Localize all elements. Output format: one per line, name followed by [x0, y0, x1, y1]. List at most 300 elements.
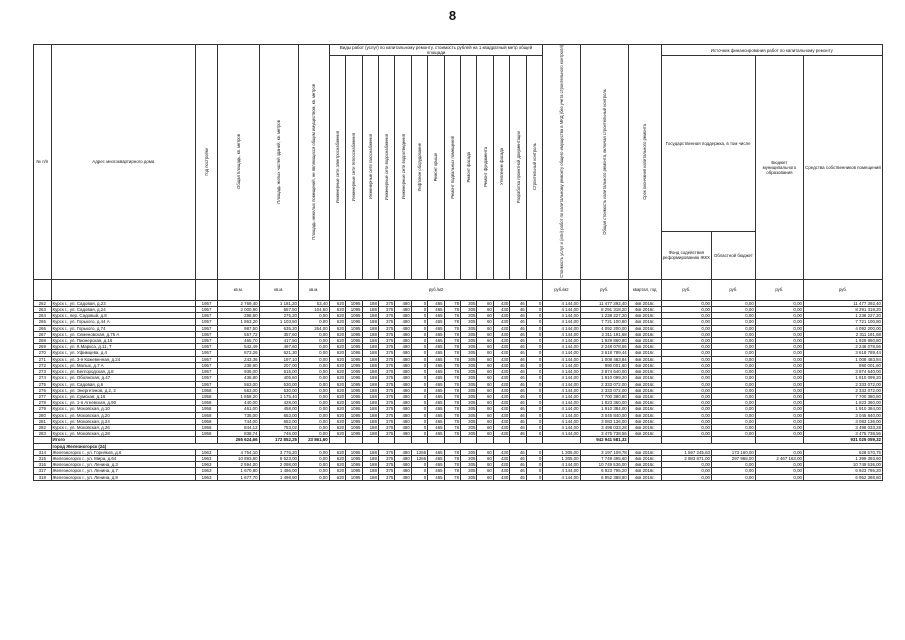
table-cell: 1957	[196, 338, 218, 344]
table-cell: 4кв 2016г.	[628, 431, 661, 437]
table-cell: 653,00	[259, 412, 298, 418]
table-cell: 60	[477, 449, 493, 455]
register-body-kursk	[34, 300, 883, 436]
table-cell: 465	[428, 424, 444, 430]
table-cell: 375	[378, 331, 394, 337]
table-cell: 0	[526, 412, 543, 418]
table-cell: 753,02	[259, 424, 298, 430]
table-cell: 46	[510, 338, 526, 344]
table-cell: 3 475 738,56	[803, 431, 882, 437]
table-cell: 375	[378, 406, 394, 412]
table-cell: 375	[378, 400, 394, 406]
table-cell: 430	[493, 412, 509, 418]
table-cell: 375	[378, 300, 394, 306]
table-cell: 0	[411, 350, 427, 356]
table-cell: 3 874 640,00	[580, 369, 628, 375]
table-cell: 1957	[196, 369, 218, 375]
table-cell: Курск г., ул. Уфимцева, д.4	[51, 350, 196, 356]
table-cell: 188	[362, 424, 378, 430]
table-cell: 0	[526, 449, 543, 455]
table-cell: 465	[428, 313, 444, 319]
table-cell: 1958	[196, 387, 218, 393]
table-cell: 78	[444, 431, 460, 437]
table-cell: 46	[510, 319, 526, 325]
table-cell: 188	[362, 313, 378, 319]
table-cell: 465	[428, 325, 444, 331]
table-cell: 620	[329, 331, 345, 337]
table-cell: 1 181,20	[259, 300, 298, 306]
table-cell: 557,50	[259, 307, 298, 313]
table-cell: 1095	[346, 474, 362, 480]
table-cell: 1957	[196, 319, 218, 325]
table-cell: 1095	[346, 356, 362, 362]
table-cell: 4кв 2016г.	[628, 319, 661, 325]
table-cell: 465	[428, 431, 444, 437]
table-cell: 480	[395, 362, 411, 368]
table-cell: 60	[477, 412, 493, 418]
table-cell: 1963	[196, 449, 218, 455]
table-cell: 188	[362, 449, 378, 455]
table-cell: 4кв 2016г.	[628, 418, 661, 424]
table-cell: 2 333 072,00	[580, 387, 628, 393]
table-cell: 0,00	[299, 369, 330, 375]
table-cell: 1095	[346, 300, 362, 306]
table-cell: 4кв 2016г.	[628, 369, 661, 375]
table-cell: 375	[378, 393, 394, 399]
table-cell: 46	[510, 381, 526, 387]
table-cell: 620	[329, 393, 345, 399]
table-cell: 4 144,00	[543, 400, 580, 406]
table-cell: 1 486,00	[259, 468, 298, 474]
table-cell: 305	[461, 381, 477, 387]
table-cell: 1 677,70	[217, 474, 259, 480]
table-cell: 188	[362, 325, 378, 331]
table-cell: 46	[510, 307, 526, 313]
table-cell: 4кв 2016г.	[628, 412, 661, 418]
table-cell: 620	[329, 468, 345, 474]
table-cell: 9 523,00	[259, 455, 298, 461]
table-cell: 4кв 2016г.	[628, 400, 661, 406]
table-cell: 428,00	[259, 400, 298, 406]
table-cell: 1095	[346, 431, 362, 437]
table-cell: 298,80	[217, 313, 259, 319]
table-cell: 3 776,20	[259, 449, 298, 455]
table-cell: 0,00	[299, 406, 330, 412]
table-cell: 271	[34, 356, 52, 362]
table-cell: 0,00	[711, 331, 755, 337]
table-cell: 620	[329, 350, 345, 356]
table-cell: 4кв 2016г.	[628, 325, 661, 331]
table-cell: 1957	[196, 375, 218, 381]
table-cell: 188	[362, 474, 378, 480]
col-work-11: Утепление фасада	[493, 56, 509, 280]
table-cell: 430	[493, 344, 509, 350]
table-cell: 0	[411, 307, 427, 313]
table-cell: 6 952 388,80	[580, 474, 628, 480]
table-cell: 2 333 072,00	[803, 387, 882, 393]
table-cell: 0	[411, 362, 427, 368]
table-cell: 0,00	[661, 468, 711, 474]
table-cell: 0,00	[711, 369, 755, 375]
table-cell: 0	[411, 387, 427, 393]
table-cell: 0,00	[299, 455, 330, 461]
table-cell: 1095	[346, 307, 362, 313]
col-num: № п/п	[34, 45, 52, 280]
table-cell: 3 083 136,00	[580, 418, 628, 424]
table-cell: 1095	[346, 362, 362, 368]
table-cell: 0,00	[661, 474, 711, 480]
table-cell: 0,00	[299, 338, 330, 344]
table-cell: 430	[493, 325, 509, 331]
table-cell: 0,00	[755, 338, 803, 344]
table-cell: 4кв 2016г.	[628, 424, 661, 430]
table-cell: 0	[411, 381, 427, 387]
table-cell: 188	[362, 344, 378, 350]
table-cell: 4кв 2016г.	[628, 455, 661, 461]
table-cell: 275	[34, 381, 52, 387]
table-cell: 0	[526, 400, 543, 406]
table-cell: 3 618 789,44	[803, 350, 882, 356]
table-cell: 188	[362, 300, 378, 306]
table-cell: 0	[411, 338, 427, 344]
table-cell: 0,00	[299, 387, 330, 393]
table-cell: 4 144,00	[543, 474, 580, 480]
table-cell: 46	[510, 362, 526, 368]
table-cell: 0,00	[299, 362, 330, 368]
table-cell: 480	[395, 307, 411, 313]
table-cell: 480	[395, 356, 411, 362]
table-cell: 275,20	[259, 313, 298, 319]
table-cell: 78	[444, 449, 460, 455]
table-cell: 305	[461, 307, 477, 313]
table-cell: 0,00	[755, 393, 803, 399]
col-municipal: Бюджет муниципального образования	[755, 56, 803, 280]
table-cell: Курск г., ул. Пионерская, д.16	[51, 338, 196, 344]
table-cell: 1963	[196, 455, 218, 461]
table-cell: 465	[428, 356, 444, 362]
table-cell: 0,00	[755, 362, 803, 368]
table-cell: 46	[510, 300, 526, 306]
table-cell: 0,00	[661, 325, 711, 331]
table-cell: 4кв 2016г.	[628, 356, 661, 362]
col-unit-cost: Стоимость услуг и (или) работ по капитальному ремонту общего имущества в МКД (без учета строительного контроля)	[543, 45, 580, 280]
table-cell: 542,49	[217, 344, 259, 350]
table-cell: 0,00	[299, 424, 330, 430]
table-cell: 4 144,00	[543, 344, 580, 350]
table-cell: 10 749 536,00	[803, 462, 882, 468]
table-cell: 4 144,00	[543, 424, 580, 430]
table-cell: 4 144,00	[543, 307, 580, 313]
table-cell: 0,00	[755, 424, 803, 430]
table-cell: 188	[362, 375, 378, 381]
table-cell: 4 144,00	[543, 462, 580, 468]
table-cell: 1 929 860,80	[580, 338, 628, 344]
table-cell: 530,00	[259, 387, 298, 393]
table-cell: 4 144,00	[543, 350, 580, 356]
table-cell: 188	[362, 307, 378, 313]
table-cell: 46	[510, 393, 526, 399]
table-cell: 0,00	[299, 381, 330, 387]
table-cell: 305	[461, 344, 477, 350]
table-cell: 735,00	[217, 412, 259, 418]
table-cell: 1 305,00	[543, 449, 580, 455]
table-cell: 430	[493, 418, 509, 424]
table-cell: 0,00	[661, 393, 711, 399]
table-cell: 1 008 483,84	[803, 356, 882, 362]
table-cell: 46	[510, 375, 526, 381]
table-cell: 0,00	[661, 387, 711, 393]
table-cell: 264	[34, 313, 52, 319]
table-cell: 305	[461, 369, 477, 375]
table-cell: 46	[510, 406, 526, 412]
table-cell: 1958	[196, 400, 218, 406]
table-cell: 4кв 2016г.	[628, 307, 661, 313]
table-cell: 2 333 072,00	[580, 381, 628, 387]
table-cell: 281	[34, 418, 52, 424]
table-cell: 375	[378, 412, 394, 418]
table-cell: 0,00	[661, 307, 711, 313]
col-year: Год постройки	[196, 45, 218, 280]
table-cell: 1265	[411, 455, 427, 461]
col-owners: Средства собственников помещений	[803, 56, 882, 280]
table-cell: 480	[395, 400, 411, 406]
table-cell: 60	[477, 400, 493, 406]
table-cell: 78	[444, 356, 460, 362]
table-cell: 4кв 2016г.	[628, 375, 661, 381]
table-cell: 0,00	[711, 393, 755, 399]
table-cell: 7 749 495,60	[580, 455, 628, 461]
table-cell: 60	[477, 418, 493, 424]
table-cell: 375	[378, 313, 394, 319]
table-cell: 465	[428, 462, 444, 468]
table-cell: 78	[444, 418, 460, 424]
table-cell: 465	[428, 307, 444, 313]
table-cell: 3 498 033,28	[803, 424, 882, 430]
table-cell: 744,00	[217, 418, 259, 424]
table-cell: 0	[411, 325, 427, 331]
table-cell: 620	[329, 300, 345, 306]
table-cell: 60	[477, 319, 493, 325]
table-cell: 621,30	[259, 350, 298, 356]
table-cell: 104,60	[299, 307, 330, 313]
table-cell: 317	[34, 468, 52, 474]
table-cell: 1 810 099,20	[803, 375, 882, 381]
table-cell: 0,00	[661, 319, 711, 325]
table-cell: 620	[329, 319, 345, 325]
table-cell: 746,00	[259, 431, 298, 437]
table-cell: 465	[428, 455, 444, 461]
table-cell: Железногорск г., ул. Ленина, д.3	[51, 462, 196, 468]
table-cell: 375	[378, 387, 394, 393]
capital-repair-register-table	[33, 44, 883, 481]
table-cell: 436,80	[217, 375, 259, 381]
table-cell: 4 144,00	[543, 369, 580, 375]
table-cell: 4кв 2016г.	[628, 362, 661, 368]
table-cell: 465	[428, 387, 444, 393]
col-address: Адрес многоквартирного дома	[51, 45, 196, 280]
table-cell: 60	[477, 344, 493, 350]
table-cell: 0,00	[755, 331, 803, 337]
table-cell: 375	[378, 369, 394, 375]
table-cell: 1265	[411, 449, 427, 455]
table-cell: 1095	[346, 387, 362, 393]
table-cell: 0,00	[711, 418, 755, 424]
table-cell: Курск г., ул. Малых, д.7 А	[51, 362, 196, 368]
table-cell: 480	[395, 300, 411, 306]
table-cell: 4кв 2016г.	[628, 381, 661, 387]
table-cell: 0,00	[661, 418, 711, 424]
table-cell: 0	[411, 412, 427, 418]
table-cell: 269	[34, 344, 52, 350]
table-cell: 3 197 109,78	[580, 449, 628, 455]
table-cell: 60	[477, 325, 493, 331]
table-cell: 942 941 581,32	[580, 437, 628, 443]
table-cell: 283	[34, 431, 52, 437]
table-cell: 440,00	[217, 400, 259, 406]
table-cell: Курск г., ул. Моковская, д.24	[51, 418, 196, 424]
table-cell: 78	[444, 400, 460, 406]
table-cell: Курск г., ул. Горького, д.74	[51, 325, 196, 331]
table-cell: 375	[378, 338, 394, 344]
table-cell: 2 248 078,56	[580, 344, 628, 350]
table-cell: 0,00	[299, 313, 330, 319]
table-cell: 0,00	[661, 331, 711, 337]
table-cell: 173 160,00	[711, 449, 755, 455]
table-cell: 2 000,90	[217, 307, 259, 313]
table-cell: 1095	[346, 424, 362, 430]
table-cell: 1 175,40	[259, 393, 298, 399]
table-cell: 276	[34, 387, 52, 393]
table-cell: 375	[378, 431, 394, 437]
table-cell: 1095	[346, 325, 362, 331]
table-cell: 0,00	[711, 387, 755, 393]
table-cell: 4 144,00	[543, 338, 580, 344]
table-cell: Железногорск г., ул. Ленина, д.9	[51, 474, 196, 480]
col-regional: Областной бюджет	[711, 231, 755, 279]
table-cell: 60	[477, 381, 493, 387]
table-cell: 0	[526, 325, 543, 331]
table-cell: 78	[444, 331, 460, 337]
table-cell: 480	[395, 325, 411, 331]
table-cell: 60	[477, 455, 493, 461]
table-cell: 60	[477, 462, 493, 468]
col-work-10: Ремонт фундамента	[477, 56, 493, 280]
table-cell: 0,00	[711, 381, 755, 387]
table-cell: 207,00	[259, 362, 298, 368]
table-cell: 78	[444, 474, 460, 480]
table-cell: 46	[510, 468, 526, 474]
table-cell: 465	[428, 362, 444, 368]
table-cell: 4 144,00	[543, 431, 580, 437]
table-cell: 0,00	[299, 468, 330, 474]
state-support-header: Государственная поддержка, в том числе	[661, 56, 755, 232]
table-cell: 2 769,40	[217, 300, 259, 306]
table-cell: 305	[461, 331, 477, 337]
table-cell: 480	[395, 455, 411, 461]
table-cell: 305	[461, 356, 477, 362]
table-cell: 357,60	[259, 331, 298, 337]
table-cell: 375	[378, 375, 394, 381]
table-cell: 0,00	[661, 338, 711, 344]
table-cell: 0,00	[711, 468, 755, 474]
table-cell: 4кв 2016г.	[628, 406, 661, 412]
table-cell: Курск г., ул. Моковская, д.20	[51, 412, 196, 418]
table-cell: 3 045 840,00	[803, 412, 882, 418]
table-cell: 430	[493, 449, 509, 455]
table-cell: 375	[378, 319, 394, 325]
table-cell: 60	[477, 338, 493, 344]
table-cell: 305	[461, 400, 477, 406]
table-cell: 270	[34, 350, 52, 356]
table-cell: 46	[510, 369, 526, 375]
table-cell: 46	[510, 325, 526, 331]
table-cell: 7 700 380,80	[580, 393, 628, 399]
table-cell: 635,20	[259, 325, 298, 331]
table-cell: 0	[526, 381, 543, 387]
table-cell: 1095	[346, 455, 362, 461]
table-cell: 0	[526, 474, 543, 480]
table-cell: 46	[510, 400, 526, 406]
table-cell: 277	[34, 393, 52, 399]
table-cell: 188	[362, 381, 378, 387]
table-cell: 1 498,90	[259, 474, 298, 480]
table-cell: 480	[395, 468, 411, 474]
table-cell: 1 858,20	[217, 393, 259, 399]
table-cell: Курск г., ул. Обоянская, д.47	[51, 375, 196, 381]
table-cell: 1095	[346, 406, 362, 412]
table-cell: 53,40	[299, 300, 330, 306]
sources-group-header: Источник финансирования работ по капитальному ремонту	[661, 45, 882, 56]
table-cell: 1 399 393,60	[803, 455, 882, 461]
table-cell: 0	[526, 418, 543, 424]
table-cell: 262	[34, 300, 52, 306]
table-cell: 0,00	[711, 462, 755, 468]
table-cell: 305	[461, 300, 477, 306]
table-cell: 465	[428, 331, 444, 337]
table-cell: 264,00	[299, 325, 330, 331]
table-cell: 620	[329, 449, 345, 455]
table-cell: 0	[526, 468, 543, 474]
table-cell: 1095	[346, 375, 362, 381]
table-cell: 480	[395, 406, 411, 412]
table-cell: 405,60	[259, 375, 298, 381]
table-cell: 0	[411, 406, 427, 412]
table-cell: 78	[444, 344, 460, 350]
table-cell: 0,00	[755, 406, 803, 412]
table-cell: 620	[329, 362, 345, 368]
table-cell: 7 700 380,80	[803, 393, 882, 399]
table-cell: 11 477 392,40	[803, 300, 882, 306]
table-cell: 465	[428, 381, 444, 387]
table-cell: 0	[411, 400, 427, 406]
table-cell: 620	[329, 307, 345, 313]
table-cell: 1958	[196, 424, 218, 430]
table-cell: 4кв 2016г.	[628, 344, 661, 350]
table-cell: 197,10	[259, 356, 298, 362]
table-cell: 620	[329, 381, 345, 387]
table-cell: 4кв 2016г.	[628, 468, 661, 474]
table-cell: Итого	[51, 437, 196, 443]
table-cell: 620	[329, 424, 345, 430]
table-cell: 60	[477, 313, 493, 319]
table-cell: 990 001,60	[580, 362, 628, 368]
table-cell: 243,36	[217, 356, 259, 362]
table-cell: 305	[461, 449, 477, 455]
table-cell: 273	[34, 369, 52, 375]
table-cell: 1 910 384,00	[580, 406, 628, 412]
table-cell: 465	[428, 338, 444, 344]
table-cell: 430	[493, 356, 509, 362]
